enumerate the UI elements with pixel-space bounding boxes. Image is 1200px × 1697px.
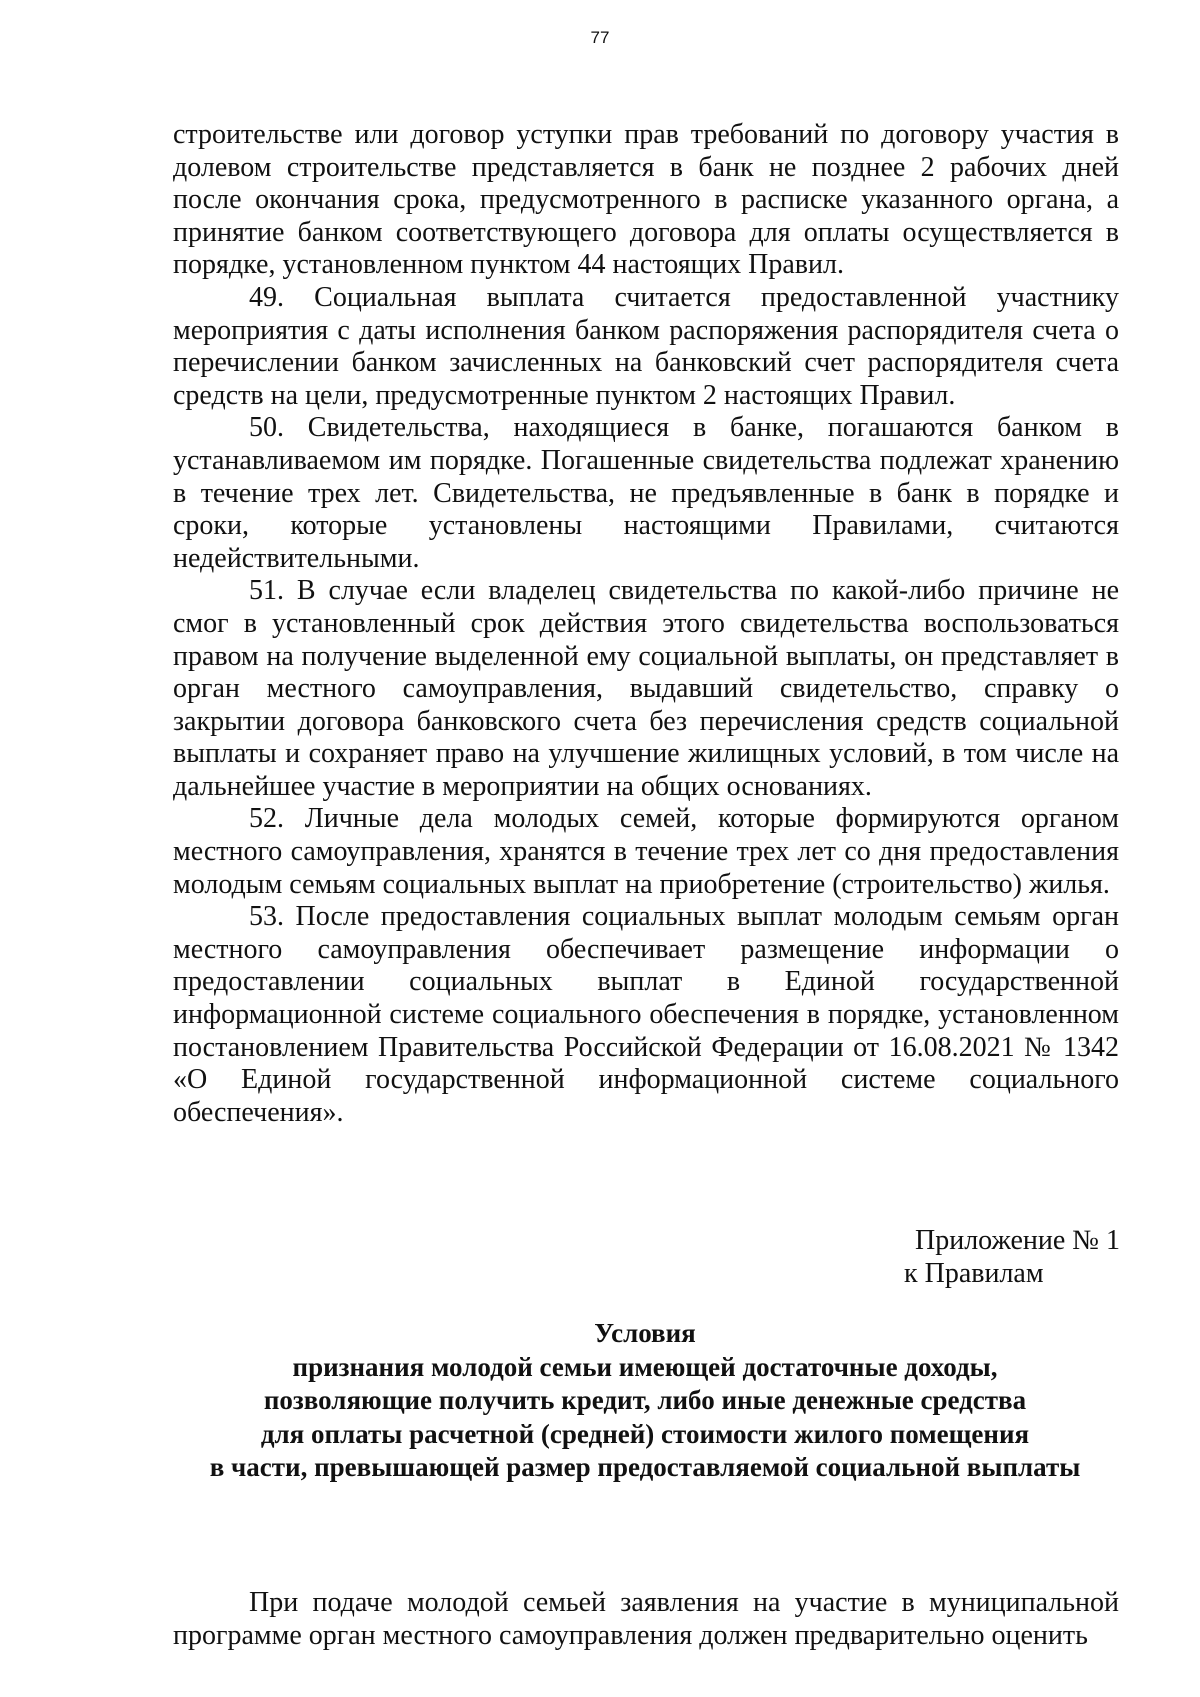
heading-line: позволяющие получить кредит, либо иные денежные средства (263, 1385, 1027, 1416)
appendix-reference (880, 1224, 1120, 1290)
intro-paragraph: При подаче молодой семьей заявления на участие в муниципальной программе орган местного самоуправления должен предварительно оценить (173, 1587, 1119, 1651)
paragraph-50: 50. Свидетельства, находящиеся в банке, погашаются банком в устанавливаемом им порядке. Погашенные свидетельства подлежат хранению в течение трех лет. Свидетельства, не предъявленные в банк в порядке и сроки, которые установлены настоящими Правилами, считаются недействительными. (173, 412, 1119, 574)
section-heading (150, 1317, 1140, 1485)
paragraph-52: 52. Личные дела молодых семей, которые формируются органом местного самоуправления, хранятся в течение трех лет со дня предоставления молодым семьям социальных выплат на приобретение (строительство) жилья. (173, 803, 1119, 900)
heading-line: в части, превышающей размер предоставляемой социальной выплаты (209, 1452, 1081, 1483)
document-body (173, 119, 1119, 1129)
heading-title: Условия (594, 1318, 696, 1348)
heading-line: признания молодой семьи имеющей достаточные доходы, (292, 1351, 998, 1382)
paragraph-51: 51. В случае если владелец свидетельства по какой-либо причине не смог в установленный срок действия этого свидетельства воспользоваться правом на получение выделенной ему социальной выплаты, он представляет в орган местного самоуправления, выдавший свидетельство, справку о закрытии договора банковского счета без перечисления средств социальной выплаты и сохраняет право на улучшение жилищных условий, в том числе на дальнейшее участие в мероприятии на общих основаниях. (173, 575, 1119, 802)
paragraph-49: 49. Социальная выплата считается предоставленной участнику мероприятия с даты исполнения банком распоряжения распорядителя счета о перечислении банком зачисленных на банковский счет распорядителя счета средств на цели, предусмотренные пунктом 2 настоящих Правил. (173, 281, 1119, 411)
appendix-title: Приложение № 1 (915, 1225, 1120, 1256)
heading-line: для оплаты расчетной (средней) стоимости жилого помещения (260, 1418, 1030, 1449)
page-number: 77 (590, 28, 610, 47)
paragraph-continued: строительстве или договор уступки прав требований по договору участия в долевом строительстве представляется в банк не позднее 2 рабочих дней после окончания срока, предусмотренного в расписке указанного органа, а принятие банком соответствующего договора для оплаты осуществляется в порядке, установленном пунктом 44 настоящих Правил. (173, 119, 1119, 281)
appendix-subtitle: к Правилам (904, 1258, 1044, 1289)
paragraph-53: 53. После предоставления социальных выплат молодым семьям орган местного самоуправления обеспечивает размещение информации о предоставлении социальных выплат в Единой государственной информационной системе социального обеспечения в порядке, установленном постановлением Правительства Российской Федерации от 16.08.2021 № 1342 «О Единой государственной информационной системе социального обеспечения». (173, 901, 1119, 1128)
intro-block (173, 1587, 1119, 1652)
